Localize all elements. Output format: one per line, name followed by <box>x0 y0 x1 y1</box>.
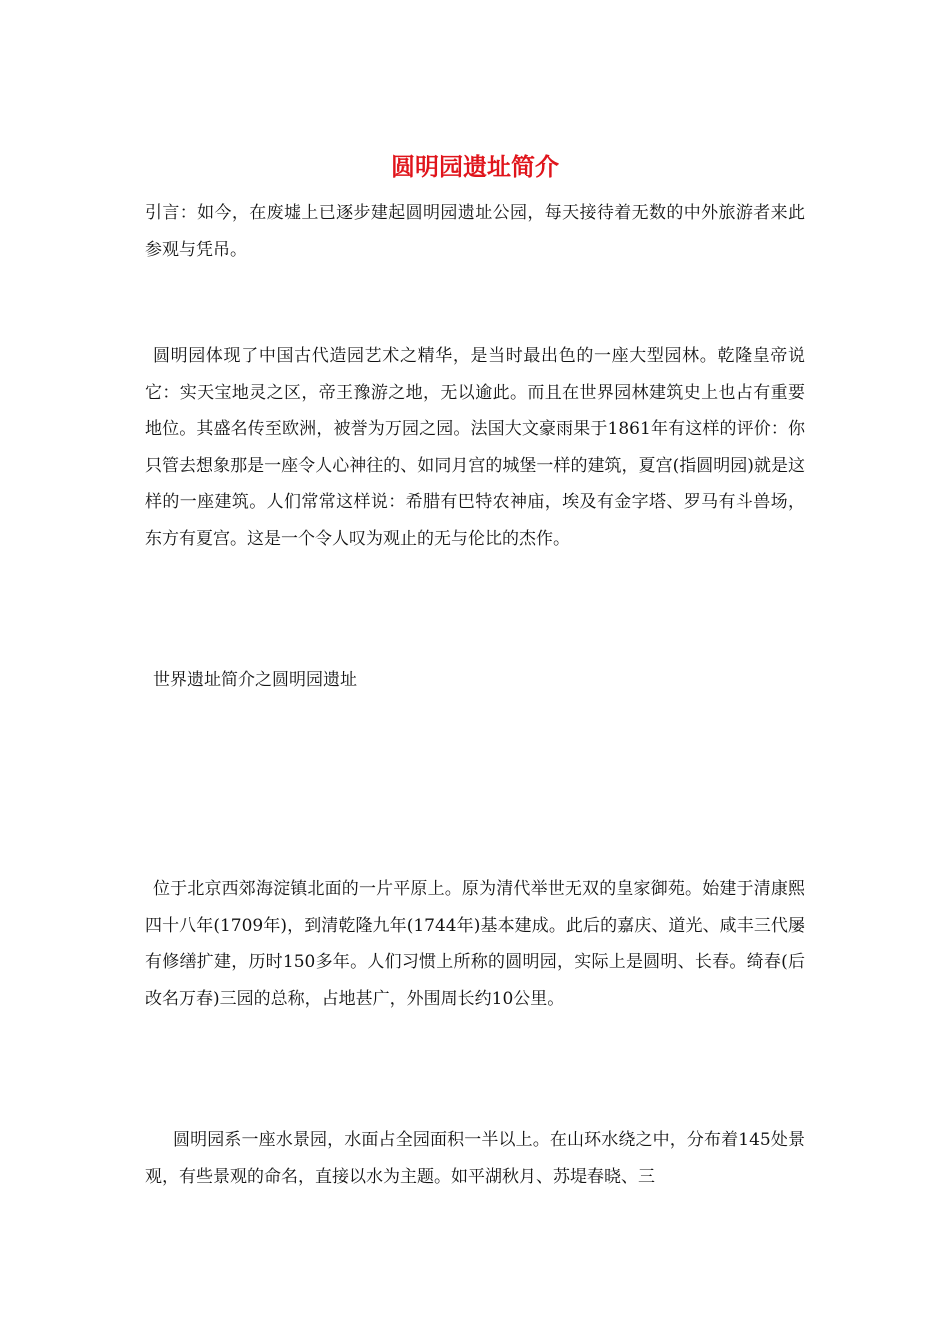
section-heading: 世界遗址简介之圆明园遗址 <box>153 670 357 690</box>
paragraph-overview: 圆明园体现了中国古代造园艺术之精华，是当时最出色的一座大型园林。乾隆皇帝说它：实天宝地灵之区，帝王豫游之地，无以逾此。而且在世界园林建筑史上也占有重要地位。其盛名传至欧洲，被誉为万园之园。法国大文豪雨果于1861年有这样的评价：你只管去想象那是一座令人心神往的、如同月宫的城堡一样的建筑，夏宫(指圆明园)就是这样的一座建筑。人们常常这样说：希腊有巴特农神庙，埃及有金字塔、罗马有斗兽场，东方有夏宫。这是一个令人叹为观止的无与伦比的杰作。 <box>145 346 805 549</box>
paragraph-water-garden: 圆明园系一座水景园，水面占全园面积一半以上。在山环水绕之中，分布着145处景观，有些景观的命名，直接以水为主题。如平湖秋月、苏堤春晓、三 <box>145 1130 805 1187</box>
document-title: 圆明园遗址简介 <box>391 152 559 181</box>
intro-paragraph: 引言：如今，在废墟上已逐步建起圆明园遗址公园，每天接待着无数的中外旅游者来此参观与凭吊。 <box>145 203 805 260</box>
paragraph-location: 位于北京西郊海淀镇北面的一片平原上。原为清代举世无双的皇家御苑。始建于清康熙四十八年(1709年)，到清乾隆九年(1744年)基本建成。此后的嘉庆、道光、咸丰三代屡有修缮扩建，历时150多年。人们习惯上所称的圆明园，实际上是圆明、长春。绮春(后改名万春)三园的总称，占地甚广，外围周长约10公里。 <box>145 879 805 1009</box>
